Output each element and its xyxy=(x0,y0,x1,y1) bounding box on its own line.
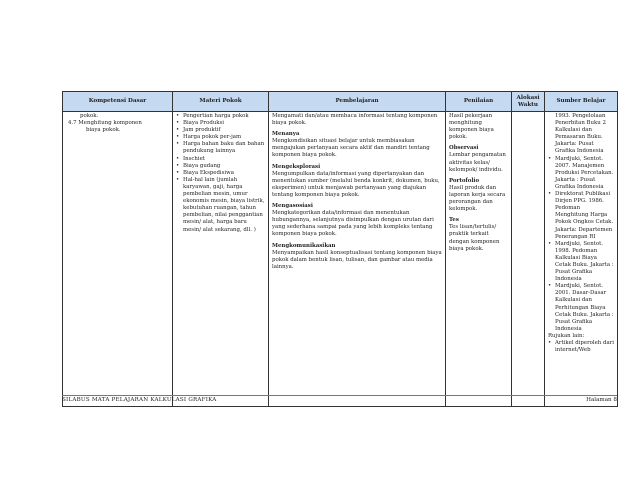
section-title-mengkomunikasikan: Mengkomunikasikan xyxy=(272,242,336,249)
section-title-mengeksplorasi: Mengeksplorasi xyxy=(272,163,321,170)
sumber-list xyxy=(548,113,614,354)
footer-page-number: Halaman 8 xyxy=(586,397,617,403)
cell-materi-pokok xyxy=(173,112,269,407)
section-text-portofolio: Hasil produk dan laporan kerja secara perorangan dan kelompok. xyxy=(449,184,506,213)
list-item: • Mardjuki, Sentot. 2007. Manajemen Produksi Percetakan. Jakarta : Pusat Grafika Indonesia xyxy=(548,156,614,191)
cell-alokasi-waktu xyxy=(512,112,545,407)
list-item: • Biaya Produksi xyxy=(176,120,265,127)
list-item: • Mardjuki, Sentot. 1998. Pedoman Kalkulasi Biaya Cetak Buku. Jakarta : Pusat Grafika Indonesia xyxy=(548,241,614,284)
section-title-portofolio: Portofolio xyxy=(449,177,480,184)
cell-penilaian xyxy=(446,112,512,407)
list-item: • Harga bahan baku dan bahan pendukung lainnya xyxy=(176,141,265,155)
list-item: • Biaya Ekspedisiwa xyxy=(176,170,265,177)
cell-pembelajaran xyxy=(269,112,446,407)
list-item: • Mardjuki, Sentot. 2001. Dasar-Dasar Kalkulasi dan Perhitungan Biaya Cetak Buku. Jakarta : Pusat Grafika Indonesia xyxy=(548,283,614,333)
section-text-mengasosiasi: Mengkategorikan data/informasi dan menentukan hubungannya, selanjutnya disimpulkan dengan urutan dari yang sederhana sampai pada yang lebih kompleks tentang komponen biaya pokok. xyxy=(272,210,434,238)
list-item: • Biaya gudang xyxy=(176,163,265,170)
footer-title: SILABUS MATA PELAJARAN KALKULASI GRAFIKA xyxy=(62,397,217,403)
section-text-observasi: Lembar pengamatan aktivitas kelas/ kelompok/ individu. xyxy=(449,152,506,173)
list-item: Rujukan lain: xyxy=(548,332,585,339)
section-title-tes: Tes xyxy=(449,217,459,224)
header-sumber-belajar: Sumber Belajar xyxy=(545,92,618,112)
header-kompetensi-dasar: Kompetensi Dasar xyxy=(63,92,173,112)
table-row xyxy=(63,112,618,407)
list-item: • Pengertian harga pokok xyxy=(176,113,265,120)
list-item: 1993. Pengelolaan Penerbitan Buku 2 Kalkulasi dan Pemasaran Buku. Jakarta: Pusat Grafika Indonesia xyxy=(555,113,606,155)
cell-kompetensi-dasar xyxy=(63,112,173,407)
list-item: • Harga pokok per-jam xyxy=(176,134,265,141)
penilaian-intro: Hasil pekerjaan menghitung komponen biaya pokok. xyxy=(449,113,494,141)
list-item: • Hal-hal lain (jumlah karyawan, gaji, harga pembelian mesin, umur ekonomis mesin, biaya listrik, kebutuhan ruangan, tahun pembelian, nilai penggantian mesin/ alat, harga baru mesin/ alat sekarang, dll. ) xyxy=(176,177,265,234)
materi-list xyxy=(176,113,265,234)
section-text-menanya: Mengkondisikan situasi belajar untuk membiasakan mengajukan pertanyaan secara aktif dan mandiri tentang komponen biaya pokok. xyxy=(272,138,430,159)
list-item: • Inschiet xyxy=(176,156,265,163)
kd-item-4-7: 4.7 Menghitung komponen xyxy=(68,120,142,127)
syllabus-table xyxy=(62,91,618,407)
section-title-observasi: Observasi xyxy=(449,145,479,152)
kd-continuation: pokok. xyxy=(80,113,99,119)
header-pembelajaran: Pembelajaran xyxy=(269,92,446,112)
list-item: • Artikel diperoleh dari internet/Web xyxy=(548,340,614,354)
section-title-mengasosiasi: Mengasosiasi xyxy=(272,203,313,210)
footer-divider xyxy=(62,395,617,396)
pembelajaran-intro: Mengamati dan/atau membaca informasi tentang komponen biaya pokok. xyxy=(272,113,438,127)
list-item: • Jam produktif xyxy=(176,127,265,134)
kd-item-4-7-cont: biaya pokok. xyxy=(86,127,121,134)
section-title-menanya: Menanya xyxy=(272,131,300,138)
table-header-row xyxy=(63,92,618,112)
section-text-tes: Tes lisan/tertulis/ praktik terkait dengan komponen biaya pokok. xyxy=(449,224,500,252)
header-materi-pokok: Materi Pokok xyxy=(173,92,269,112)
section-text-mengkomunikasikan: Menyampaikan hasil konseptualisasi tentang komponen biaya pokok dalam bentuk lisan, tulisan, dan gambar atau media lainnya. xyxy=(272,249,442,270)
list-item: • Direktorat Publikasi Dirjen PPG. 1986. Pedoman Menghitung Harga Pokok Ongkos Cetak. Jakarta: Departemen Penerangan RI xyxy=(548,191,614,241)
header-penilaian: Penilaian xyxy=(446,92,512,112)
section-text-mengeksplorasi: Mengumpulkan data/informasi yang dipertanyakan dan menentukan sumber (melalui benda konkrit, dokumen, buku, eksperimen) untuk menjawab pertanyaan yang diajukan tentang komponen biaya pokok. xyxy=(272,170,440,198)
header-alokasi-waktu: Alokasi Waktu xyxy=(512,92,545,112)
cell-sumber-belajar xyxy=(545,112,618,407)
